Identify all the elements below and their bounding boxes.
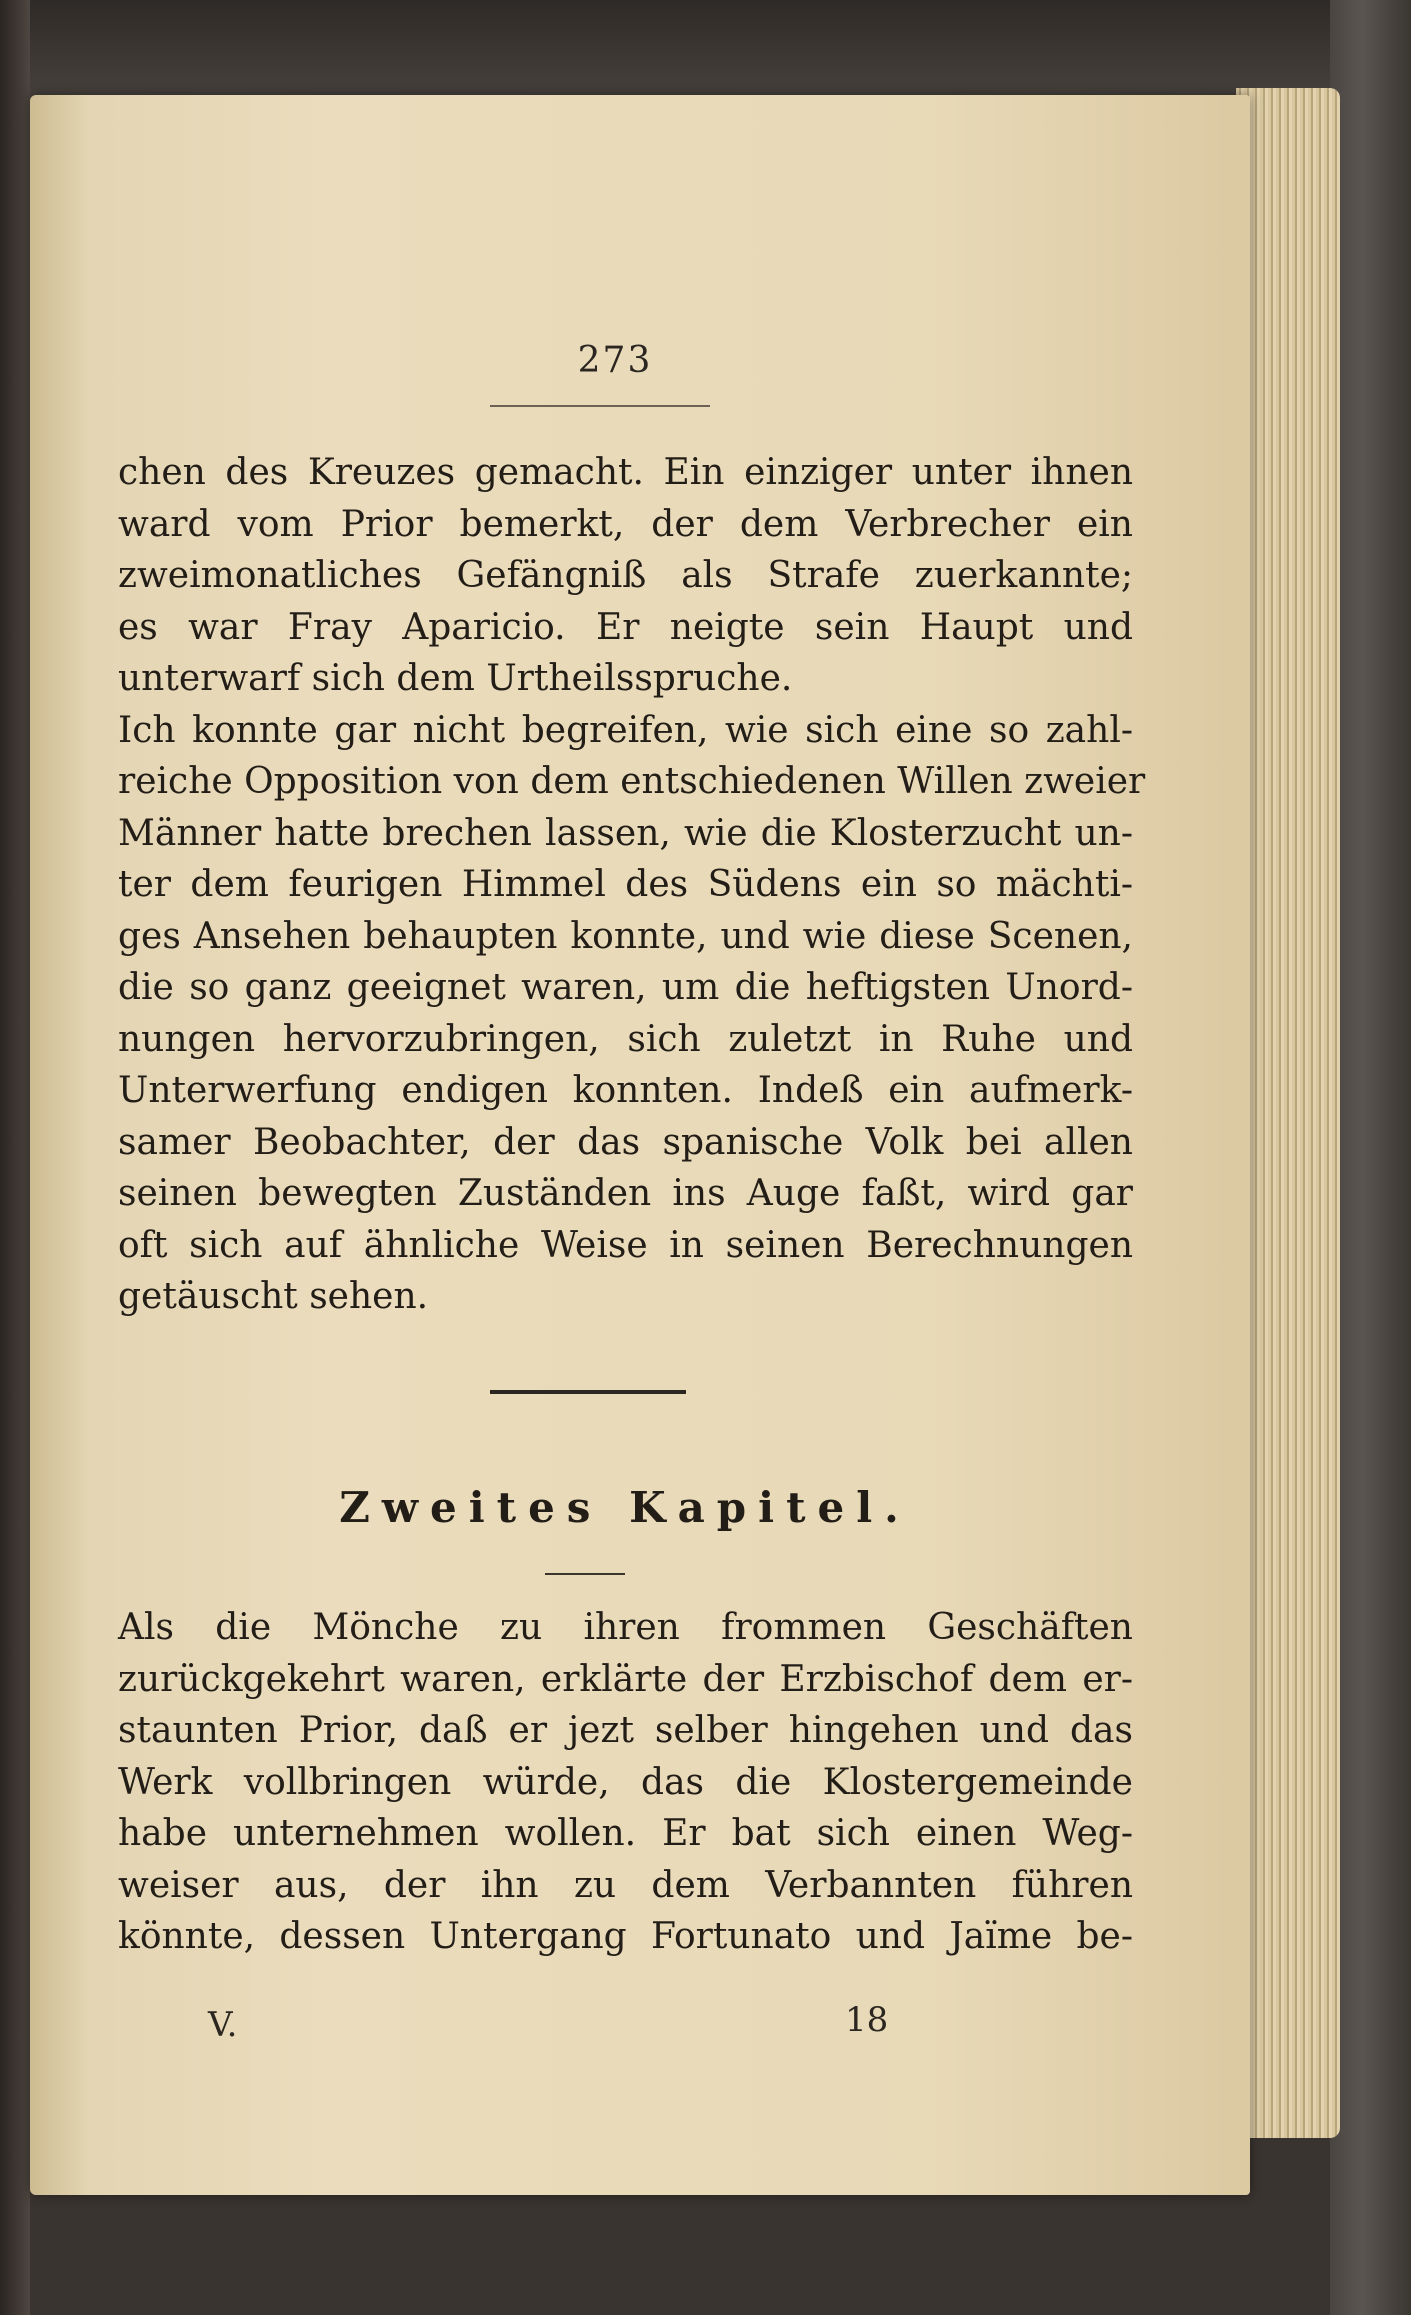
page-edges <box>1236 88 1340 2138</box>
text-line: Als die Mönche zu ihren frommen Geschäften <box>118 1607 1133 1648</box>
signature-mark: V. <box>208 2005 238 2045</box>
text-line: oft sich auf ähnliche Weise in seinen Berechnungen <box>118 1224 1133 1266</box>
body-text-bottom <box>118 1602 1133 1963</box>
text-line: reiche Opposition von dem entschiedenen Willen zweier <box>118 761 1146 802</box>
book-page <box>30 95 1250 2195</box>
text-line: staunten Prior, daß er jezt selber hingehen und das <box>118 1710 1133 1751</box>
text-line: habe unternehmen wollen. Er bat sich einen Weg- <box>118 1813 1133 1854</box>
section-divider <box>490 1390 686 1394</box>
chapter-rule <box>545 1573 625 1575</box>
text-line: ward vom Prior bemerkt, der dem Verbrecher ein <box>118 503 1133 545</box>
text-line: könnte, dessen Untergang Fortunato und Jaïme be- <box>118 1916 1133 1957</box>
text-line: Werk vollbringen würde, das die Klostergemeinde <box>118 1761 1133 1803</box>
body-text-top <box>118 447 1146 1323</box>
text-line: die so ganz geeignet waren, um die heftigsten Unord- <box>118 967 1133 1008</box>
text-line: unterwarf sich dem Urtheilsspruche. <box>118 658 793 699</box>
gathering-number: 18 <box>845 2000 889 2040</box>
text-line: chen des Kreuzes gemacht. Ein einziger unter ihnen <box>118 452 1133 493</box>
text-line: seinen bewegten Zuständen ins Auge faßt, wird gar <box>118 1173 1133 1214</box>
text-line: ter dem feurigen Himmel des Südens ein so mächti- <box>118 864 1133 905</box>
book-spine-shadow <box>0 0 30 2315</box>
text-line: weiser aus, der ihn zu dem Verbannten führen <box>118 1864 1133 1906</box>
book-cover-top <box>0 0 1411 110</box>
book-cover-right <box>1330 0 1411 2315</box>
text-line: Ich konnte gar nicht begreifen, wie sich eine so zahl- <box>118 709 1133 751</box>
text-line: es war Fray Aparicio. Er neigte sein Haupt und <box>118 606 1133 648</box>
text-line: samer Beobachter, der das spanische Volk bei allen <box>118 1121 1133 1163</box>
text-line: ges Ansehen behaupten konnte, und wie diese Scenen, <box>118 915 1133 957</box>
text-line: Männer hatte brechen lassen, wie die Klosterzucht un- <box>118 812 1133 854</box>
header-rule <box>490 405 710 407</box>
page-number: 273 <box>577 340 653 381</box>
text-line: Unterwerfung endigen konnten. Indeß ein aufmerk- <box>118 1070 1133 1111</box>
chapter-heading: Zweites Kapitel. <box>339 1483 911 1532</box>
text-line: getäuscht sehen. <box>118 1276 429 1317</box>
text-line: zweimonatliches Gefängniß als Strafe zuerkannte; <box>118 555 1133 596</box>
text-line: zurückgekehrt waren, erklärte der Erzbischof dem er- <box>118 1658 1133 1700</box>
text-line: nungen hervorzubringen, sich zuletzt in Ruhe und <box>118 1018 1133 1060</box>
